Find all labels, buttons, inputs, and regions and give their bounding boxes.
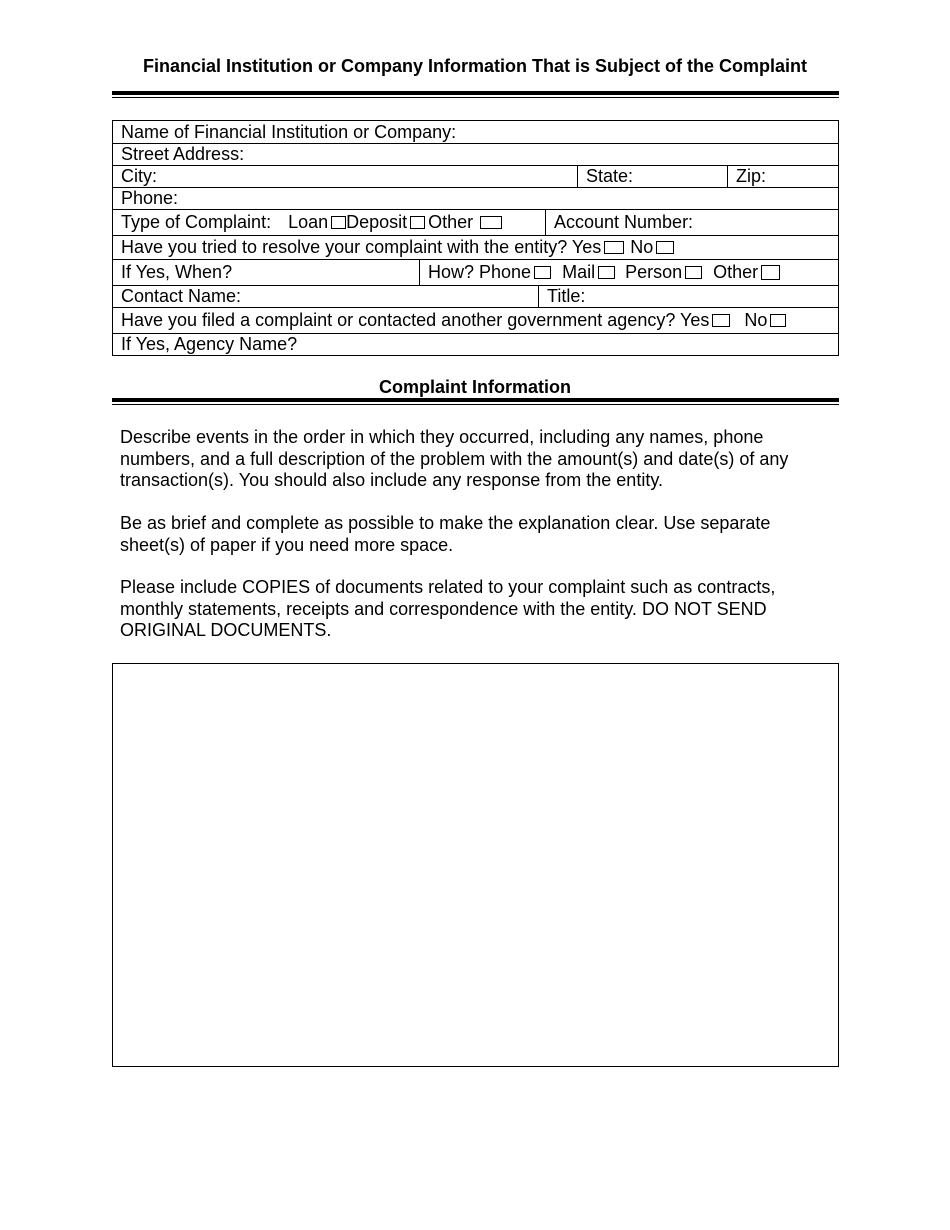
if-yes-when-label: If Yes, When?: [121, 262, 233, 282]
institution-form: [112, 120, 839, 356]
city-label: City:: [121, 166, 157, 186]
how-phone-checkbox[interactable]: [534, 266, 551, 279]
complaint-type-field: [113, 210, 545, 235]
how-other-label: Other: [713, 262, 759, 282]
agency-name-label: If Yes, Agency Name?: [121, 334, 298, 354]
agency-name-field[interactable]: [113, 334, 838, 355]
type-deposit-label: Deposit: [346, 212, 408, 232]
type-other-label: Other: [428, 212, 474, 232]
state-label: State:: [586, 166, 634, 186]
institution-name-label: Name of Financial Institution or Company:: [121, 121, 457, 142]
how-other-checkbox[interactable]: [761, 265, 780, 280]
header-divider: [112, 91, 839, 98]
street-address-label: Street Address:: [121, 144, 245, 164]
agency-yes-checkbox[interactable]: [712, 314, 730, 327]
agency-name-row: [113, 333, 838, 355]
loan-checkbox[interactable]: [331, 216, 346, 229]
phone-label: Phone:: [121, 188, 179, 208]
contact-title-field[interactable]: [538, 286, 838, 307]
other-type-checkbox[interactable]: [480, 216, 502, 229]
instructions-paragraph-3: Please include COPIES of documents related to your complaint such as contracts, monthly statements, receipts and correspondence with the entity. DO NOT SEND ORIGINAL DOCUMENTS.: [120, 577, 776, 640]
zip-label: Zip:: [736, 166, 767, 186]
name-row: [113, 121, 838, 143]
agency-question: Have you filed a complaint or contacted another government agency? Yes: [121, 310, 710, 330]
resolve-field: [113, 236, 838, 259]
agency-no-label: No: [744, 310, 768, 330]
how-person-label: Person: [625, 262, 683, 282]
how-mail-label: Mail: [562, 262, 596, 282]
resolve-question: Have you tried to resolve your complaint with the entity? Yes: [121, 237, 602, 257]
city-state-zip-row: [113, 165, 838, 187]
page-title: Financial Institution or Company Information That is Subject of the Complaint: [142, 56, 807, 76]
when-how-row: [113, 259, 838, 285]
phone-field[interactable]: [113, 188, 838, 209]
street-address-field[interactable]: [113, 144, 838, 165]
institution-name-field[interactable]: [113, 121, 838, 143]
how-field: [419, 260, 838, 285]
resolve-row: [113, 235, 838, 259]
resolve-no-checkbox[interactable]: [656, 241, 674, 254]
agency-no-checkbox[interactable]: [770, 314, 786, 327]
complaint-section-divider: [112, 398, 839, 405]
account-number-field[interactable]: [545, 210, 838, 235]
phone-row: [113, 187, 838, 209]
instructions-paragraph-1: Describe events in the order in which they occurred, including any names, phone numbers, and a full description of the problem with the amount(s) and date(s) of any transaction(s). You should also include any response from the entity.: [120, 427, 789, 490]
instructions-paragraph-2: Be as brief and complete as possible to make the explanation clear. Use separate sheet(s) of paper if you need more space.: [120, 513, 771, 555]
agency-row: [113, 307, 838, 333]
complaint-description-box[interactable]: [112, 663, 839, 1067]
how-phone-label: How? Phone: [428, 262, 532, 282]
complaint-section-title: Complaint Information: [379, 377, 571, 397]
city-field[interactable]: [113, 166, 577, 187]
account-number-label: Account Number:: [554, 212, 694, 232]
resolve-no-label: No: [630, 237, 654, 257]
zip-field[interactable]: [727, 166, 838, 187]
deposit-checkbox[interactable]: [410, 216, 425, 229]
contact-name-field[interactable]: [113, 286, 538, 307]
when-field[interactable]: [113, 260, 419, 285]
contact-row: [113, 285, 838, 307]
how-person-checkbox[interactable]: [685, 266, 702, 279]
type-loan-label: Loan: [288, 212, 329, 232]
street-row: [113, 143, 838, 165]
complaint-type-label: Type of Complaint:: [121, 212, 272, 232]
how-mail-checkbox[interactable]: [598, 266, 615, 279]
complaint-type-row: [113, 209, 838, 235]
agency-field: [113, 308, 838, 333]
resolve-yes-checkbox[interactable]: [604, 241, 624, 254]
contact-title-label: Title:: [547, 286, 586, 306]
state-field[interactable]: [577, 166, 727, 187]
contact-name-label: Contact Name:: [121, 286, 242, 306]
